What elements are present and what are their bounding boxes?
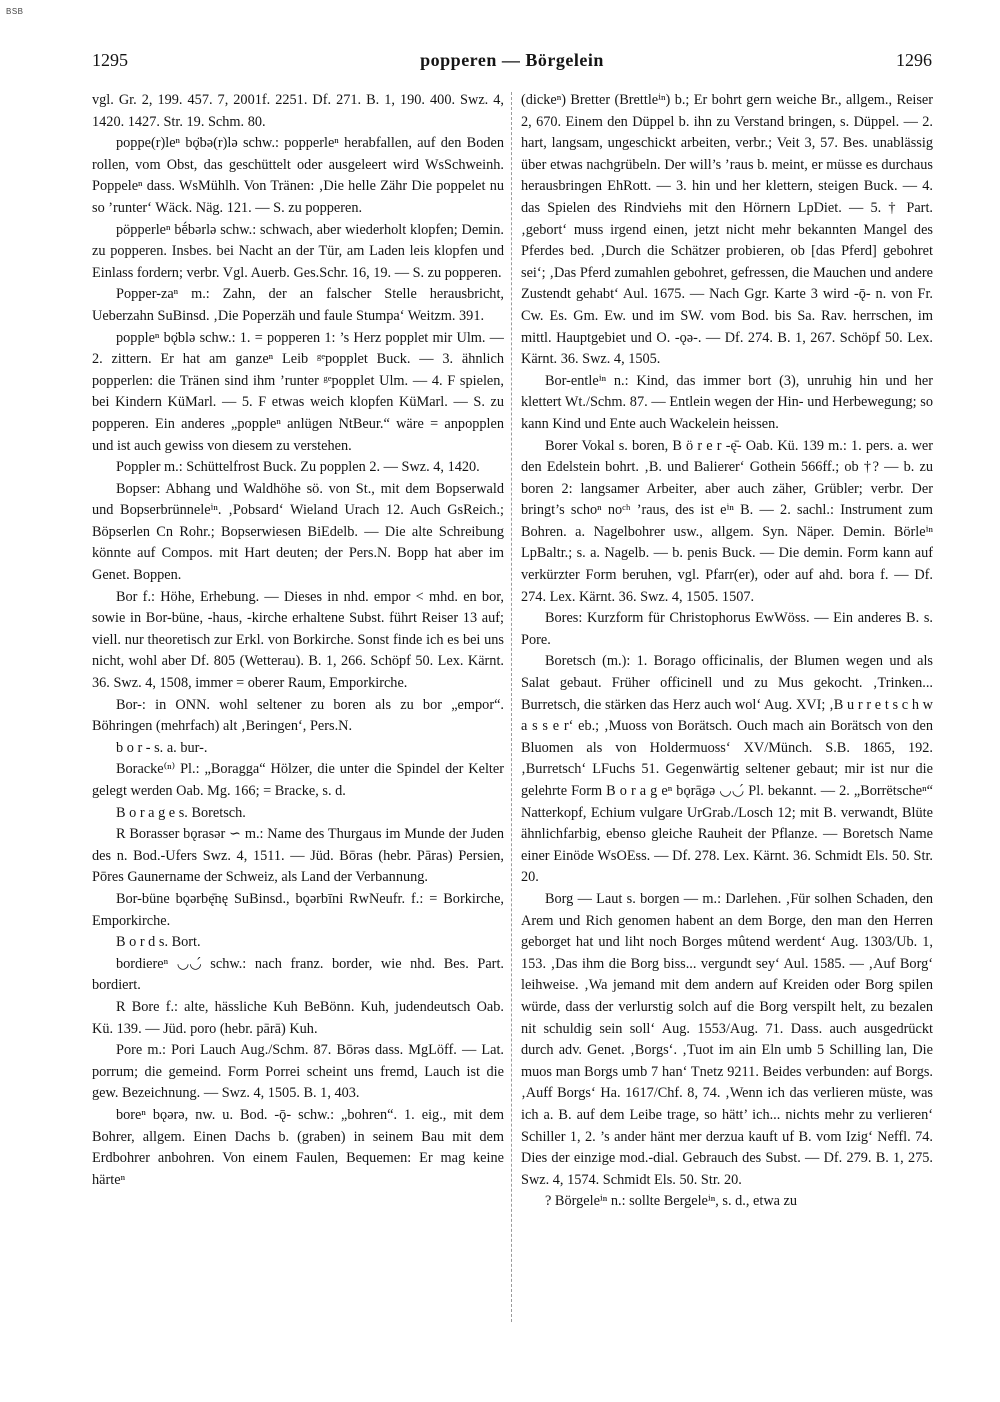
dictionary-entry: R Bore f.: alte, hässliche Kuh BeBönn. Kuh, judendeutsch Oab. Kü. 139. — Jüd. poro (hebr. pārā) Kuh. bbox=[92, 998, 504, 1037]
dictionary-entry: Bor-: in ONN. wohl seltener zu boren als zu bor „empor“. Böhringen (mehrfach) alt ‚Beringen‘, Pers.N. bbox=[92, 696, 504, 735]
page-number-right: 1296 bbox=[896, 50, 932, 70]
dictionary-entry: Borer Vokal s. boren, B ö r e r -ę̄- Oab. Kü. 139 m.: 1. pers. a. wer den Edelstein bohrt. ‚B. und Balierer‘ Gothein 566ff.; ob †? — b. zu boren 2: langsamer Arbeiter, aber auch zäher, Grübler; verbr. Der bringt’s schoⁿ noᶜʰ ’raus, des ist eⁱⁿ B. — 2. sachl.: Instrument zum Bohren. a. Nagelbohrer usw., allgem. Syn. Näper. Demin. Börleⁱⁿ LpBaltr.; s. a. Nagelb. — b. penis Buck. — Die demin. Form kann auf verkürzter Form beruhen, vgl. Pfarr(er), oder auf ahd. bora f. — Df. 274. Lex. Kärnt. 36. Swz. 4, 1505. 1507. bbox=[521, 437, 933, 605]
dictionary-entry: Borg — Laut s. borgen — m.: Darlehen. ‚Für solhen Schaden, den Arem und Rich genomen habent an dem Borge, den man den Herren geborget hat und liht noch Borges mûtend werdent‘ Aug. 1303/Ub. 1, 153. ‚Das ihm die Borg biss... vergundt sey‘ Aul. 1585. — ‚Auf Borg‘ leihweise. ‚Wa jemand mit dem andern auf Kreiden oder Borg spilen würde, dass der verlurstig solch auf die Borg verspilt helt, zu bezalen nit schuldig sein soll‘ Aug. 1553/Aug. 71. Dass. auch ausgedrückt durch adv. Genet. ‚Borgs‘. ‚Tuot im ain Eln umb 5 Schilling lan, Die muos man Borgs umb 7 han‘ Tnetz 9211. Beides verbunden: auf Borgs. ‚Auff Borgs‘ Ha. 1617/Chf. 8, 74. ‚Wenn ich das verlieren müste, was ich a. B. auf dem Leibe trage, so hätt’ ich... nichts mehr zu verlieren‘ Schiller 1, 2. ’s ander hänt mer derzua kauft uf B. vom Izig‘ Neffl. 74. Dies der einzige mod.-dial. Gebrauch des Subst. — Df. 279. B. 1, 275. Swz. 4, 1574. Schmidt Els. 50. Str. 20. bbox=[521, 890, 933, 1188]
dictionary-entry: pöpperleⁿ bḗbərlə schw.: schwach, aber wiederholt klopfen; Demin. zu popperen. Insbes. bei Nacht an der Tür, am Laden leis klopfen und Einlass fordern; verbr. Vgl. Auerb. Ges.Schr. 16, 19. — S. zu popperen. bbox=[92, 221, 504, 281]
dictionary-entry: R Borasser bǫrasər ∽ m.: Name des Thurgaus im Munde der Juden des n. Bod.-Ufers Swz. 4, 1511. — Jüd. Bōras (hebr. Pāras) Persien, Pōres Gaunername der Schweiz, als Land der Verbannung. bbox=[92, 826, 504, 886]
column-divider bbox=[511, 92, 512, 1322]
page-header bbox=[92, 50, 932, 76]
dictionary-entry: Bor f.: Höhe, Erhebung. — Dieses in nhd. empor < mhd. en bor, sowie in Bor-büne, -haus, -kirche erhaltene Subst. führt Reiser 13 auf; viell. nur theoretisch zur Erkl. von Borkirche. Sonst finde ich es bei uns nicht, wohl aber Df. 805 (Wetterau). B. 1, 266. Schöpf 50. Lex. Kärnt. 36. Swz. 4, 1508, immer = oberer Raum, Emporkirche. bbox=[92, 588, 504, 692]
dictionary-entry: Boretsch (m.): 1. Borago officinalis, der Blumen wegen und als Salat gebaut. Früher officinell und zu Mus gekocht. ‚Trinken... Burretsch, die stärken das Herz auch wol‘ Aug. XVI; ‚B u r r e t s c h w a s s e r‘ eb.; ‚Muoss von Borätsch. Ouch mach ain Borätsch von den Bluomen als von Holdermuoss‘ XV/Münch. S.B. 1865, 192. ‚Burretsch‘ LFuchs 51. Gegenwärtig seltener gebaut; mir ist nur die gelehrte Form B o r a g eⁿ bǫrāgə ◡◡́ Pl. bekannt. — 2. „Borrëtscheⁿ“ Natterkopf, Echium vulgare UrGrab./Losch 12; mit B. verwandt, Blüte ähnlichfarbig, ebenso gleiche Rauheit der Pflanze. — Boretsch Name einer Einöde WsOEss. — Df. 278. Lex. Kärnt. 36. Schmidt Els. 50. Str. 20. bbox=[521, 653, 933, 886]
dictionary-entry: bordiereⁿ ◡◡́ schw.: nach franz. border, wie nhd. Bes. Part. bordiert. bbox=[92, 955, 504, 994]
dictionary-entry: ? Börgeleⁱⁿ n.: sollte Bergeleⁱⁿ, s. d., etwa zu bbox=[545, 1193, 798, 1210]
dictionary-entry: Bores: Kurzform für Christophorus EwWöss. — Ein anderes B. s. Pore. bbox=[521, 610, 933, 648]
running-title: popperen — Börgelein bbox=[420, 50, 604, 70]
dictionary-entry: Bopser: Abhang und Waldhöhe sö. von St., mit dem Bopserwald und Bopserbrünneleⁱⁿ. ‚Pobsard‘ Wieland Urach 12. Auch GsReich.; Böpserlen Cn Rohr.; Bopserwiesen BiEdelb. — Die alte Schreibung könnte auf Compos. mit Hart deuten; der Pers.N. Bopp hat aber im Genet. Boppen. bbox=[92, 480, 504, 584]
dictionary-entry: Boracke⁽ⁿ⁾ Pl.: „Boragga“ Hölzer, die unter die Spindel der Kelter gelegt werden Oab. Mg. 166; = Bracke, s. d. bbox=[92, 761, 504, 799]
dictionary-entry: Bor-büne bǫərbę̄nę SuBinsd., bǫərbīni RwNeufr. f.: = Borkirche, Emporkirche. bbox=[92, 890, 504, 929]
dictionary-entry: Pore m.: Pori Lauch Aug./Schm. 87. Bōrəs dass. MgLöff. — Lat. porrum; die gemeind. Form Porrei scheint uns fremd, Lauch ist die gew. Bezeichnung. — Swz. 4, 1505. B. 1, 403. bbox=[92, 1042, 504, 1102]
dictionary-entry: boreⁿ bǫərə, nw. u. Bod. -ǭ- schw.: „bohren“. 1. eig., mit dem Bohrer, allgem. Einen Dachs b. (graben) in seinem Bau mit dem Erdbohrer anbohren. Von einem Faulen, Bequemen: Er mag keine härteⁿ bbox=[92, 1106, 504, 1188]
dictionary-entry: poppleⁿ bǫ̈blə schw.: 1. = popperen 1: ’s Herz popplet mir Ulm. — 2. zittern. Er hat am ganzeⁿ Leib ᵍᵉpopplet Buck. — 3. ähnlich popperlen: die Tränen sind ihm ’runter ᵍᵉpopplet Ulm. — 4. F spielen, bei Kindern KüMarl. — 5. F etwas weich klopfen KüMarl. — S. zu popperen. Ein anderes „poppleⁿ anlügen NtBeur.“ wäre = anpopplen und ist auch gewiss von diesem zu verstehen. bbox=[92, 329, 504, 454]
right-column bbox=[521, 90, 933, 1335]
dictionary-entry: b o r - s. a. bur-. bbox=[116, 739, 208, 756]
dictionary-entry: B o r a g e s. Boretsch. bbox=[116, 804, 246, 821]
page-number-left: 1295 bbox=[92, 50, 128, 70]
dictionary-entry: Bor-entleⁱⁿ n.: Kind, das immer bort (3), unruhig hin und her klettert Wt./Schm. 87. — Entlein wegen der Hin- und Herbewegung; so kann Kind und Ente auch Wackelein heissen. bbox=[521, 372, 933, 432]
dictionary-entry: Poppler m.: Schüttelfrost Buck. Zu popplen 2. — Swz. 4, 1420. bbox=[116, 459, 480, 476]
library-stamp: BSB bbox=[6, 7, 24, 16]
dictionary-entry: Popper-zaⁿ m.: Zahn, der an falscher Stelle herausbricht, Ueberzahn SuBinsd. ‚Die Poperzäh und faule Stumpa‘ Weitzm. 391. bbox=[92, 286, 504, 324]
dictionary-entry: B o r d s. Bort. bbox=[116, 934, 201, 951]
dictionary-entry: vgl. Gr. 2, 199. 457. 7, 2001f. 2251. Df. 271. B. 1, 190. 400. Swz. 4, 1420. 1427. Str. 19. Schm. 80. bbox=[92, 92, 504, 130]
dictionary-entry: poppe(r)leⁿ bǫ̈bə(r)lə schw.: popperleⁿ herabfallen, auf den Boden rollen, vom Obst, das geschüttelt oder ausgeleert wird WsSchweinh. Poppeleⁿ dass. WsMühlh. Von Tränen: ‚Die helle Zähr Die poppelet nu so ’runter‘ Wäck. Näg. 121. — S. zu popperen. bbox=[92, 135, 504, 216]
dictionary-entry: (dickeⁿ) Bretter (Brettleⁱⁿ) b.; Er bohrt gern weiche Br., allgem., Reiser 2, 670. Einem den Düppel b. ihn zu Verstand bringen, s. Düppel. — 2. hart, langsam, ungeschickt arbeiten, verbr.; Veit 3, 57. Bes. unablässig über etwas nachgrübeln. Der will’s ’raus b. meint, er müsse es durchaus herausbringen EhRott. — 3. hin und her klettern, steigen Buck. — 4. das Spielen des Rindviehs mit den Hörnern LpDiet. — 5. † Part. ‚gebort‘ muss irgend einen, jetzt nicht mehr bekannten Mangel des Pferdes bed. ‚Durch die Schätzer probieren, ob [das Pferd] gebohret sei‘; ‚Das Pferd zumahlen gebohret, gefressen, die Mauchen und andere Zustendt gehabt‘ Aul. 1675. — Nach Ggr. Karte 3 wird -ǭ- n. von Fr. Cw. Es. Gm. Ew. und im SW. vom Bod. bis Sa. Rav. herrschen, im mittl. Hauptgebiet und O. -ǫə-. — Df. 274. B. 1, 267. Schöpf 50. Lex. Kärnt. 36. Swz. 4, 1505. bbox=[521, 92, 933, 368]
left-column bbox=[92, 90, 504, 1335]
